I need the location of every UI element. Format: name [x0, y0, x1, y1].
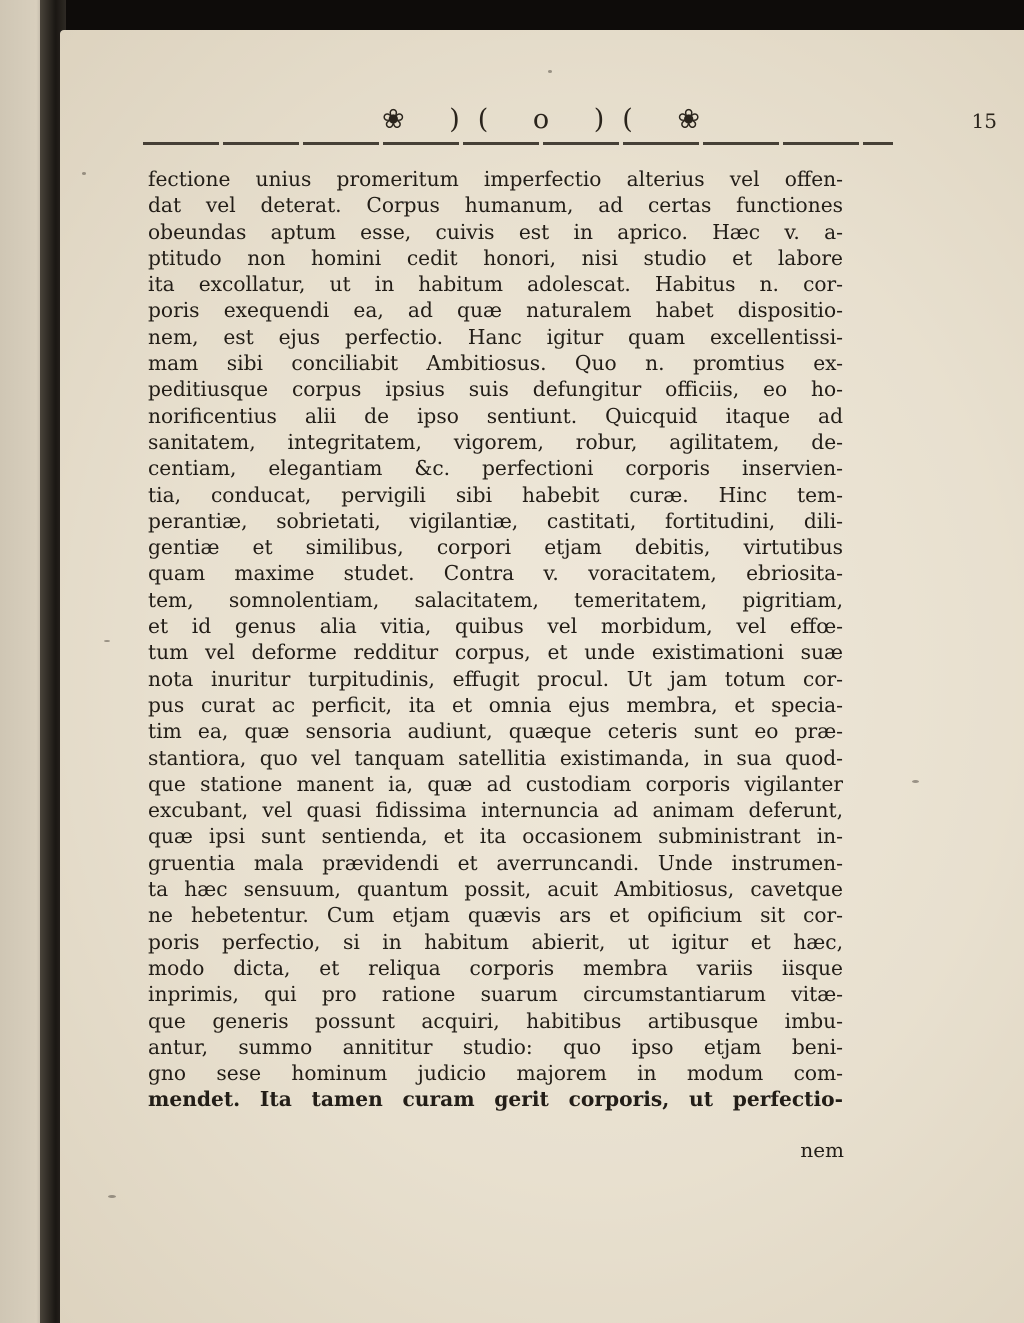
text-line: tim ea, quæ sensoria audiunt, quæque ceteris sunt eo præ-	[148, 719, 843, 744]
text-line: pus curat ac perficit, ita et omnia ejus membra, et specia-	[148, 692, 843, 717]
text-line: quam maxime studet. Contra v. voracitatem, ebriosita-	[148, 561, 843, 586]
text-line: obeundas aptum esse, cuivis est in aprico. Hæc v. a-	[148, 219, 843, 244]
text-line: ne hebetentur. Cum etjam quævis ars et opificium sit cor-	[148, 903, 843, 928]
text-line: peditiusque corpus ipsius suis defungitur officiis, eo ho-	[148, 377, 843, 402]
text-line: gentiæ et similibus, corpori etjam debitis, virtutibus	[148, 535, 843, 560]
text-line: ita excollatur, ut in habitum adolescat. Habitus n. cor-	[148, 272, 843, 297]
text-line: stantiora, quo vel tanquam satellitia existimanda, in sua quod-	[148, 745, 843, 770]
text-line: inprimis, qui pro ratione suarum circumstantiarum vitæ-	[148, 982, 843, 1007]
text-line: centiam, elegantiam &c. perfectioni corporis inservien-	[148, 456, 843, 481]
page-number: 15	[971, 109, 997, 133]
header-rule	[143, 142, 893, 145]
text-line: fectione unius promeritum imperfectio alterius vel offen-	[148, 167, 843, 191]
text-line: tia, conducat, pervigili sibi habebit curæ. Hinc tem-	[148, 482, 843, 507]
text-line: nota inuritur turpitudinis, effugit procul. Ut jam totum cor-	[148, 666, 843, 691]
text-line: gno sese hominum judicio majorem in modum com-	[148, 1061, 843, 1086]
text-line: tum vel deforme redditur corpus, et unde existimationi suæ	[148, 640, 843, 665]
text-line: que generis possunt acquiri, habitibus artibusque imbu-	[148, 1008, 843, 1033]
text-line: perantiæ, sobrietati, vigilantiæ, castitati, fortitudini, dili-	[148, 508, 843, 533]
catchword: nem	[800, 1138, 844, 1162]
text-line: modo dicta, et reliqua corporis membra variis iisque	[148, 955, 843, 980]
text-line: gruentia mala prævidendi et averruncandi. Unde instrumen-	[148, 850, 843, 875]
text-line: antur, summo annititur studio: quo ipso etjam beni-	[148, 1034, 843, 1059]
text-line: excubant, vel quasi fidissima internuncia ad animam deferunt,	[148, 798, 843, 823]
text-line: et id genus alia vitia, quibus vel morbidum, vel effœ-	[148, 614, 843, 639]
text-line: nem, est ejus perfectio. Hanc igitur quam excellentissi-	[148, 324, 843, 349]
text-line: tem, somnolentiam, salacitatem, temeritatem, pigritiam,	[148, 587, 843, 612]
text-line: mam sibi conciliabit Ambitiosus. Quo n. promtius ex-	[148, 351, 843, 376]
text-line: poris perfectio, si in habitum abierit, ut igitur et hæc,	[148, 929, 843, 954]
text-line: ptitudo non homini cedit honori, nisi studio et labore	[148, 245, 843, 270]
text-line: norificentius alii de ipso sentiunt. Quicquid itaque ad	[148, 403, 843, 428]
text-line: que statione manent ia, quæ ad custodiam corporis vigilanter	[148, 771, 843, 796]
text-line: mendet. Ita tamen curam gerit corporis, ut perfectio-	[148, 1087, 843, 1112]
text-line: quæ ipsi sunt sentienda, et ita occasionem subministrant in-	[148, 824, 843, 849]
body-text	[148, 166, 843, 1113]
text-line: dat vel deterat. Corpus humanum, ad certas functiones	[148, 193, 843, 218]
text-line: poris exequendi ea, ad quæ naturalem habet dispositio-	[148, 298, 843, 323]
running-header	[60, 100, 1024, 144]
header-ornament: ❀ )( o )( ❀	[382, 104, 718, 135]
text-line: ta hæc sensuum, quantum possit, acuit Ambitiosus, cavetque	[148, 877, 843, 902]
text-line: sanitatem, integritatem, vigorem, robur, agilitatem, de-	[148, 429, 843, 454]
